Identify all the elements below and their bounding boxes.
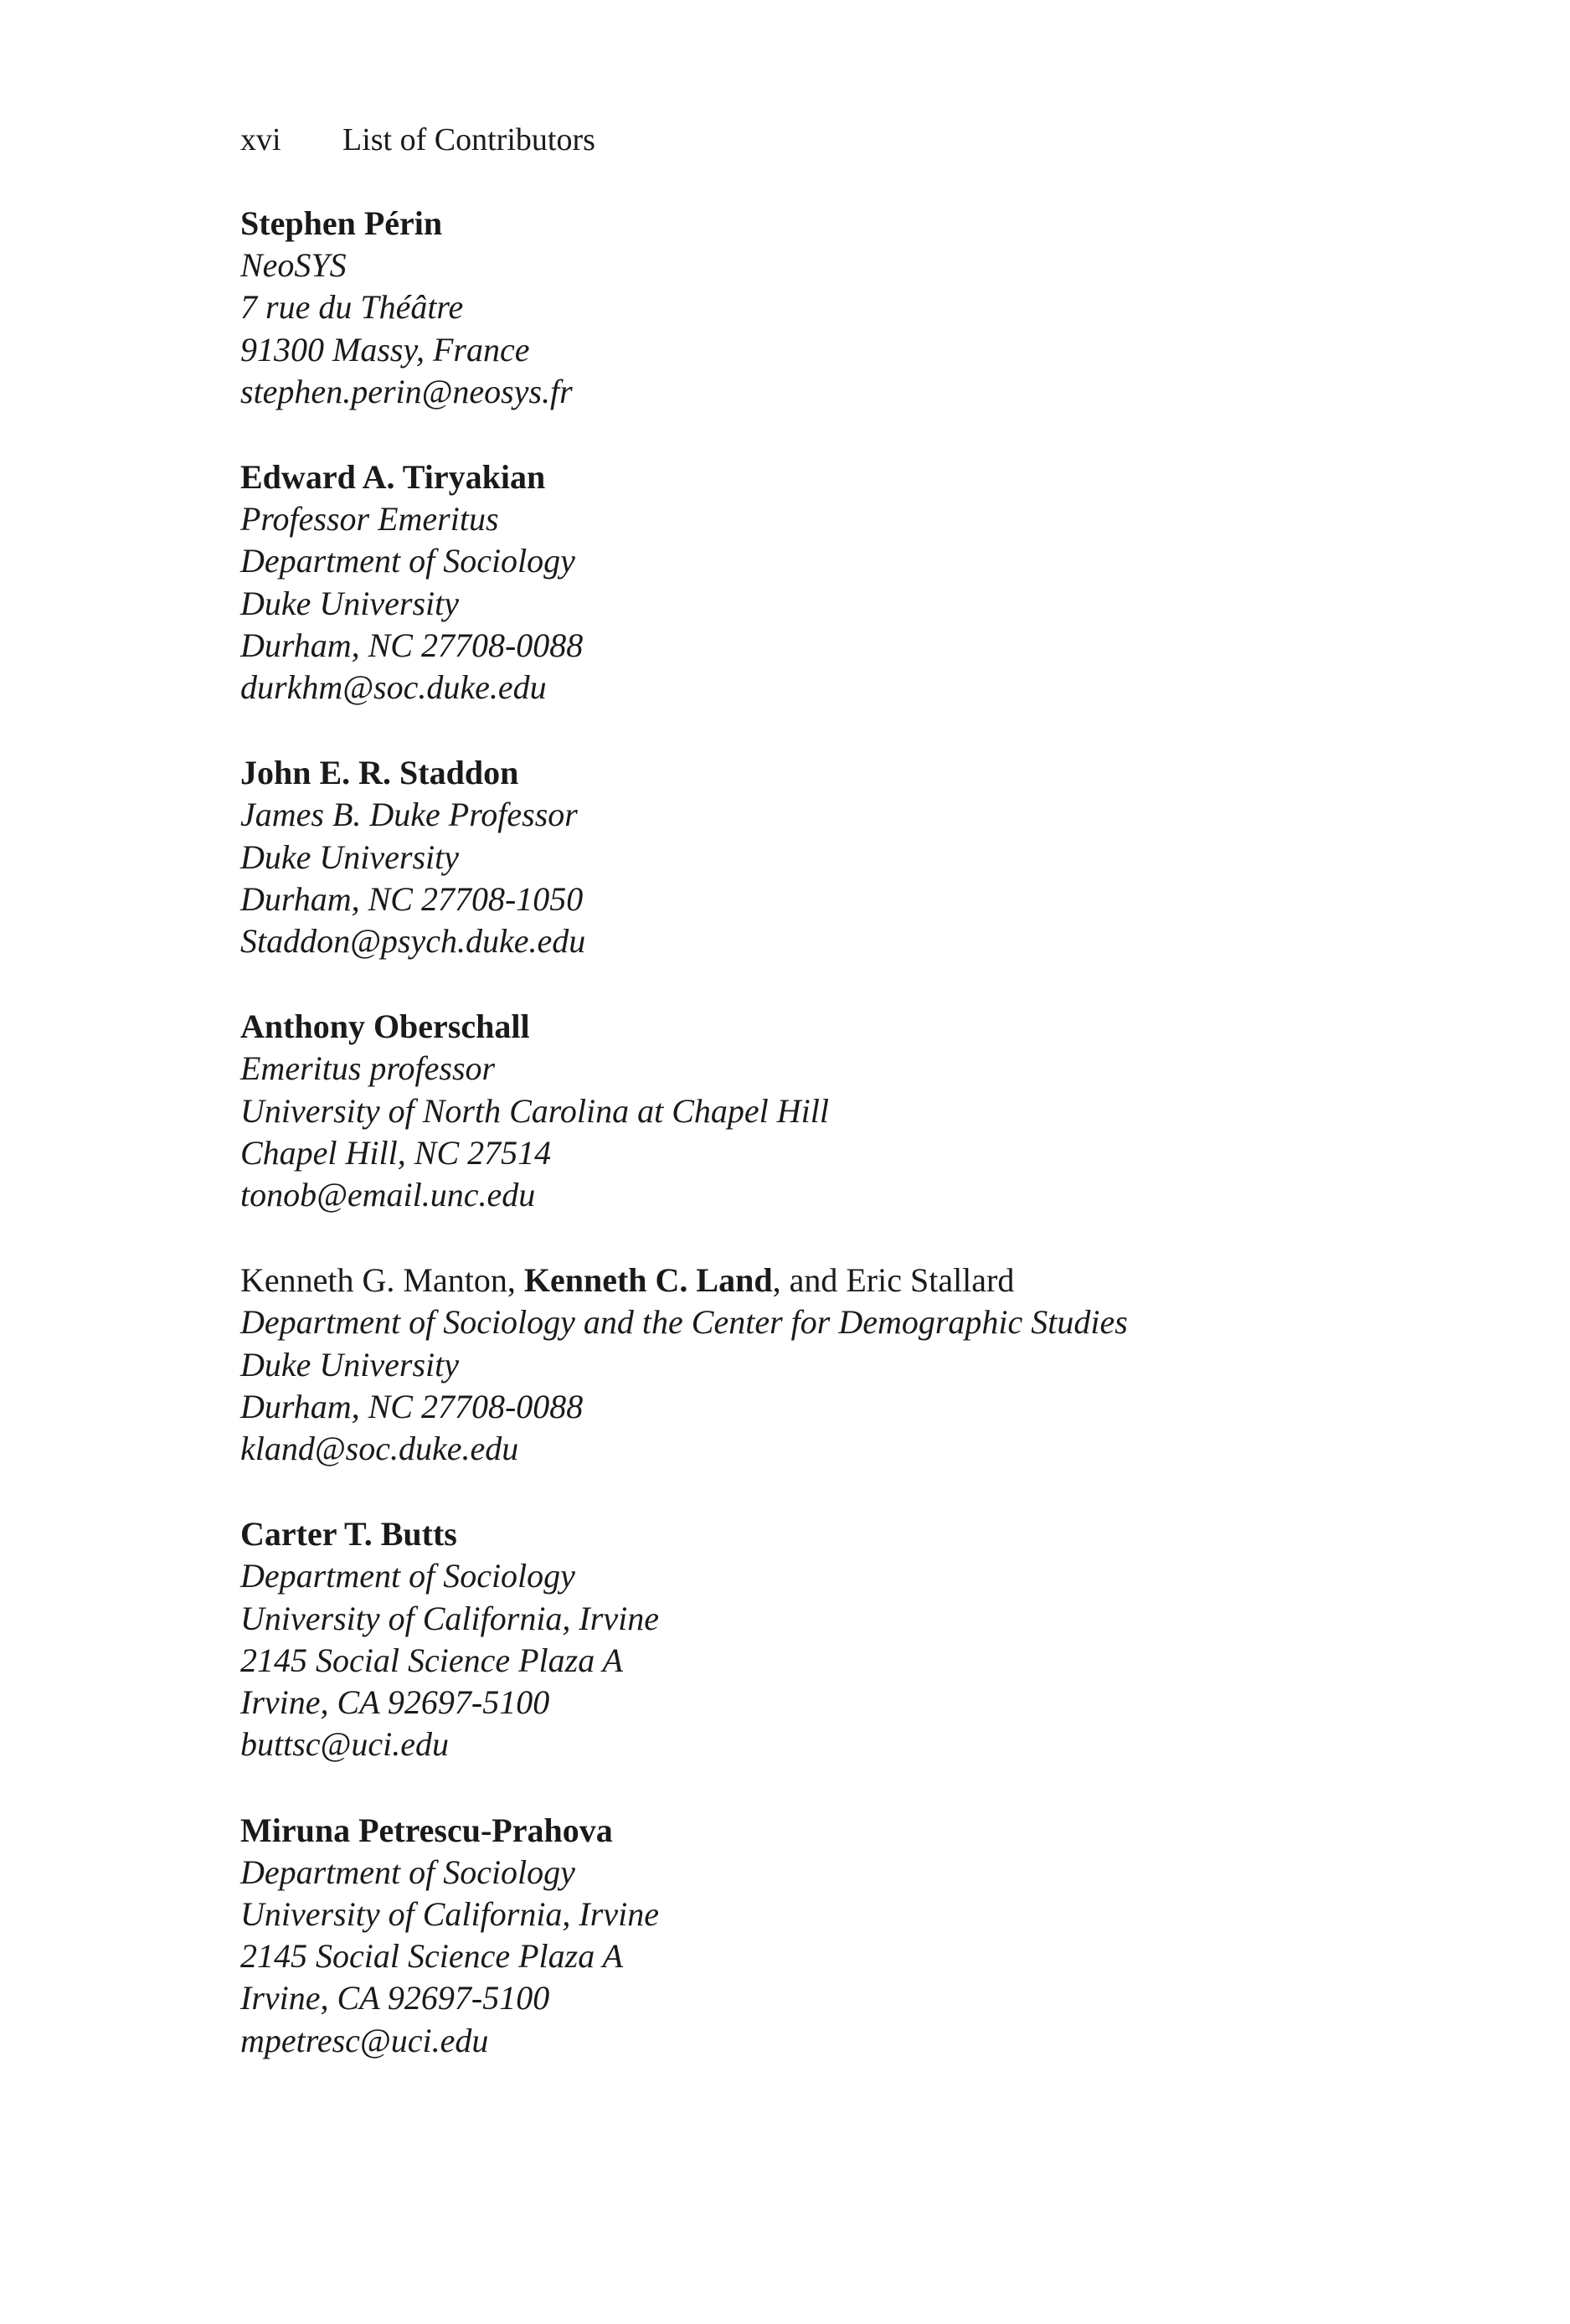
email-line: mpetresc@uci.edu [240, 2021, 489, 2059]
affiliation-line: Duke University [240, 584, 460, 622]
coauthor-name: Kenneth G. Manton, [240, 1261, 524, 1300]
affiliation-line: Duke University [240, 1345, 460, 1384]
title-line: Professor Emeritus [240, 500, 499, 538]
email-line: stephen.perin@neosys.fr [240, 372, 573, 410]
affiliation-line: Department of Sociology [240, 1557, 575, 1595]
address-line: Durham, NC 27708-0088 [240, 626, 584, 664]
address-line: 7 rue du Théâtre [240, 288, 464, 327]
address-line: 2145 Social Science Plaza A [240, 1937, 623, 1976]
affiliation-line: Department of Sociology [240, 542, 575, 580]
affiliation-line: University of North Carolina at Chapel Hill [240, 1091, 829, 1130]
section-title: List of Contributors [342, 122, 595, 157]
contributor-entry [240, 1260, 1413, 1470]
affiliation-line: Department of Sociology and the Center for Demographic Studies [240, 1303, 1128, 1342]
affiliation-line: University of California, Irvine [240, 1599, 659, 1637]
contributor-name: Anthony Oberschall [240, 1007, 530, 1046]
address-line: Durham, NC 27708-0088 [240, 1387, 584, 1425]
email-line: Staddon@psych.duke.edu [240, 922, 586, 961]
email-line: tonob@email.unc.edu [240, 1176, 536, 1214]
email-line: kland@soc.duke.edu [240, 1430, 519, 1468]
contributor-entry [240, 752, 1413, 962]
contributor-entry [240, 203, 1413, 413]
page-number: xvi [240, 122, 281, 157]
contributor-name: Miruna Petrescu-Prahova [240, 1811, 613, 1849]
coauthor-name: , and Eric Stallard [772, 1261, 1015, 1300]
affiliation-line: University of California, Irvine [240, 1894, 659, 1933]
title-line: James B. Duke Professor [240, 796, 578, 834]
title-line: Emeritus professor [240, 1049, 496, 1088]
running-head [240, 119, 595, 161]
contributor-entry [240, 1810, 1413, 2062]
contributor-entry [240, 1006, 1413, 1216]
contributor-list [240, 203, 1413, 2105]
affiliation-line: NeoSYS [240, 246, 347, 285]
address-line: Irvine, CA 92697-5100 [240, 1683, 550, 1722]
address-line: Irvine, CA 92697-5100 [240, 1979, 550, 2017]
contributor-entry [240, 1513, 1413, 1765]
address-line: 91300 Massy, France [240, 330, 530, 368]
affiliation-line: Duke University [240, 837, 460, 876]
address-line: Durham, NC 27708-1050 [240, 879, 584, 918]
contributor-name: Stephen Périn [240, 204, 443, 242]
contributor-entry [240, 456, 1413, 709]
email-line: durkhm@soc.duke.edu [240, 668, 547, 707]
affiliation-line: Department of Sociology [240, 1853, 575, 1891]
email-line: buttsc@uci.edu [240, 1725, 449, 1764]
address-line: Chapel Hill, NC 27514 [240, 1133, 552, 1172]
contributor-name: John E. R. Staddon [240, 754, 519, 792]
address-line: 2145 Social Science Plaza A [240, 1641, 623, 1679]
contributor-name: Carter T. Butts [240, 1515, 457, 1554]
contributor-names [240, 1260, 1413, 1301]
contributor-name: Kenneth C. Land [523, 1261, 773, 1300]
contributor-name: Edward A. Tiryakian [240, 458, 546, 497]
